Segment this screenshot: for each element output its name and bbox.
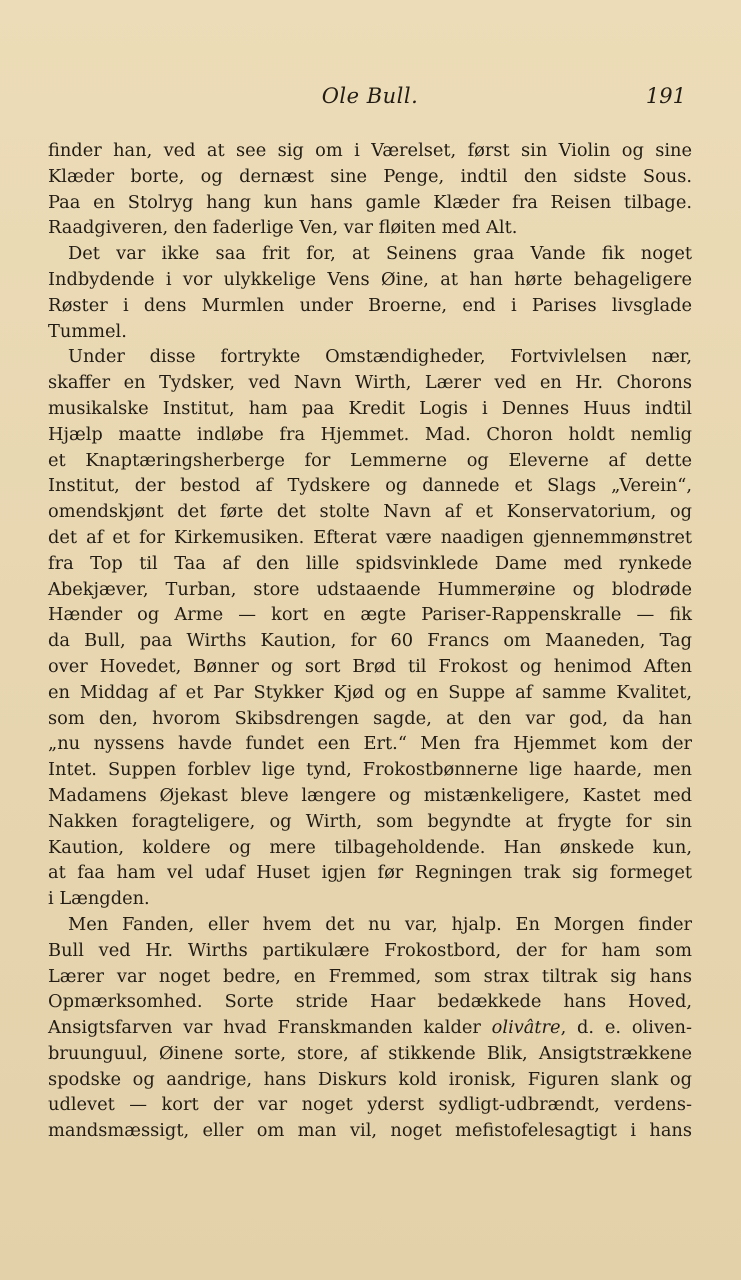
text-line: Abekjæver, Turban, store udstaaende Hummerøine og blodrøde xyxy=(48,578,692,600)
text-line: et Knaptæringsherberge for Lemmerne og Eleverne af dette xyxy=(48,449,692,471)
text-line: Hænder og Arme — kort en ægte Pariser-Rappenskralle — fik xyxy=(48,604,692,626)
text-line: Bull ved Hr. Wirths partikulære Frokostbord, der for ham som xyxy=(48,939,692,961)
text-line: mandsmæssigt, eller om man vil, noget mefistofelesagtigt i hans xyxy=(48,1120,692,1142)
text-line: omendskjønt det førte det stolte Navn af et Konservatorium, og xyxy=(48,501,692,523)
text-line xyxy=(48,1015,692,1041)
text-line: Opmærksomhed. Sorte stride Haar bedækkede hans Hoved, xyxy=(48,991,692,1013)
text-line: da Bull, paa Wirths Kaution, for 60 Francs om Maaneden, Tag xyxy=(48,630,692,652)
text-line: Under disse fortrykte Omstændigheder, Fortvivlelsen nær, xyxy=(68,346,692,368)
text-line: Klæder borte, og dernæst sine Penge, indtil den sidste Sous. xyxy=(48,165,692,187)
text-line: musikalske Institut, ham paa Kredit Logis i Dennes Huus indtil xyxy=(48,397,692,419)
text-line: skaffer en Tydsker, ved Navn Wirth, Lærer ved en Hr. Chorons xyxy=(48,372,692,394)
text-line: i Længden. xyxy=(48,888,150,910)
text-line: at faa ham vel udaf Huset igjen før Regningen trak sig formeget xyxy=(48,862,692,884)
text-segment: Ansigtsfarven var hvad Franskmanden kalder xyxy=(48,1017,492,1039)
page-number: 191 xyxy=(645,84,686,108)
text-line: Kaution, koldere og mere tilbageholdende. Han ønskede kun, xyxy=(48,836,692,858)
text-line: bruunguul, Øinene sorte, store, af stikkende Blik, Ansigtstrækkene xyxy=(48,1042,692,1064)
text-line: Nakken foragteligere, og Wirth, som begyndte at frygte for sin xyxy=(48,810,692,832)
text-line: Hjælp maatte indløbe fra Hjemmet. Mad. Choron holdt nemlig xyxy=(48,423,692,445)
text-line: finder han, ved at see sig om i Værelset, først sin Violin og sine xyxy=(48,140,692,161)
text-line: Det var ikke saa frit for, at Seinens graa Vande fik noget xyxy=(68,243,692,265)
text-line: udlevet — kort der var noget yderst sydligt-udbrændt, verdens- xyxy=(48,1094,692,1116)
text-line: Røster i dens Murmlen under Broerne, end i Parises livsglade xyxy=(48,294,692,316)
text-line: Tummel. xyxy=(48,320,127,342)
italic-term: olivâtre xyxy=(491,1017,561,1039)
text-line: fra Top til Taa af den lille spidsvinklede Dame med rynkede xyxy=(48,552,692,574)
text-line: Men Fanden, eller hvem det nu var, hjalp. En Morgen finder xyxy=(68,913,692,935)
text-line: spodske og aandrige, hans Diskurs kold ironisk, Figuren slank og xyxy=(48,1068,692,1090)
body-text xyxy=(48,138,692,1144)
text-segment: , d. e. oliven- xyxy=(560,1017,692,1039)
text-line: Institut, der bestod af Tydskere og dannede et Slags „Verein“, xyxy=(48,475,692,497)
text-line: over Hovedet, Bønner og sort Brød til Frokost og henimod Aften xyxy=(48,655,692,677)
text-line: det af et for Kirkemusiken. Efterat være naadigen gjennemmønstret xyxy=(48,526,692,548)
page-header xyxy=(48,84,692,114)
text-line: „nu nyssens havde fundet een Ert.“ Men fra Hjemmet kom der xyxy=(48,733,692,755)
text-line: Lærer var noget bedre, en Fremmed, som strax tiltrak sig hans xyxy=(48,965,692,987)
running-title: Ole Bull. xyxy=(321,84,419,108)
text-line: Intet. Suppen forblev lige tynd, Frokostbønnerne lige haarde, men xyxy=(48,759,692,781)
text-line: Paa en Stolryg hang kun hans gamle Klæder fra Reisen tilbage. xyxy=(48,191,692,213)
text-line: Raadgiveren, den faderlige Ven, var fløiten med Alt. xyxy=(48,217,518,239)
text-line: en Middag af et Par Stykker Kjød og en Suppe af samme Kvalitet, xyxy=(48,681,692,703)
text-line: Madamens Øjekast bleve længere og mistænkeligere, Kastet med xyxy=(48,784,692,806)
text-line: Indbydende i vor ulykkelige Vens Øine, at han hørte behageligere xyxy=(48,268,692,290)
text-line: som den, hvorom Skibsdrengen sagde, at den var god, da han xyxy=(48,707,692,729)
